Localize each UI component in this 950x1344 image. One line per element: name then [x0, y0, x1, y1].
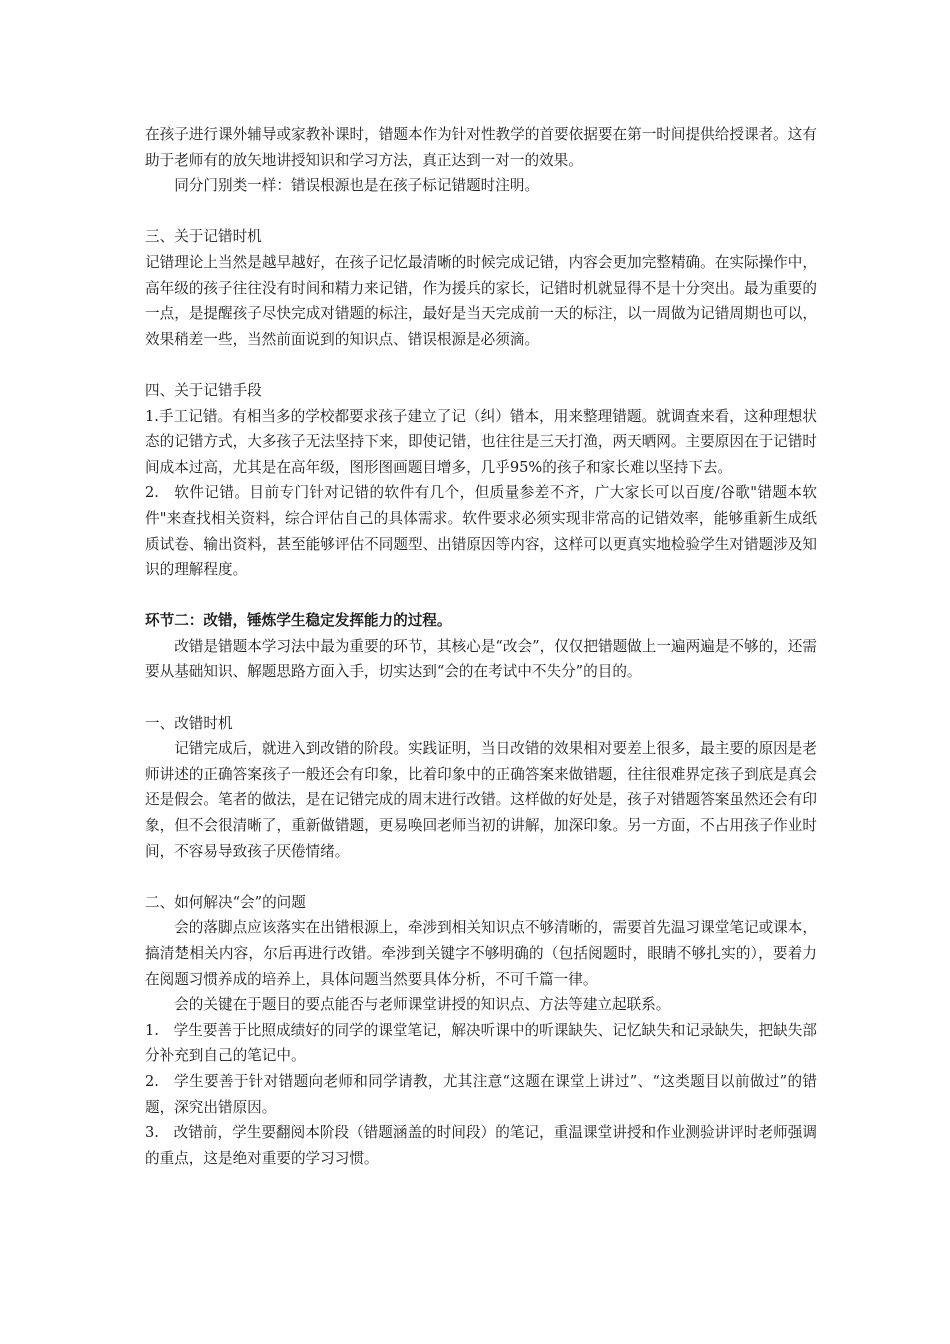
paragraph: 2. 软件记错。目前专门针对记错的软件有几个，但质量参差不齐，广大家长可以百度/谷歌"错题本软件"来查找相关资料，综合评估自己的具体需求。软件要求必须实现非常高的记错效率，能够重新生成纸质试卷、输出资料，甚至能够评估不同题型、出错原因等内容，这样可以更真实地检验学生对错题涉及知识的理解程度。 — [145, 484, 817, 579]
paragraph: 2. 学生要善于针对错题向老师和同学请教，尤其注意“这题在课堂上讲过”、“这类题目以前做过”的错题，深究出错原因。 — [145, 1072, 817, 1116]
paragraph-spacer — [145, 199, 817, 225]
paragraph: 四、关于记错手段 — [145, 381, 262, 399]
paragraph-spacer — [145, 864, 817, 890]
paragraph: 记错完成后，就进入到改错的阶段。实践证明，当日改错的效果相对要差上很多，最主要的原因是老师讲述的正确答案孩子一般还会有印象，比着印象中的正确答案来做错题，往往很难界定孩子到底是真会还是假会。笔者的做法，是在记错完成的周末进行改错。这样做的好处是，孩子对错题答案虽然还会有印象，但不会很清晰了，重新做错题，更易唤回老师当初的讲解，加深印象。另一方面，不占用孩子作业时间，不容易导致孩子厌倦情绪。 — [145, 740, 817, 860]
paragraph: 三、关于记错时机 — [145, 228, 262, 246]
paragraph: 改错是错题本学习法中最为重要的环节，其核心是“改会”，仅仅把错题做上一遍两遍是不够的，还需要从基础知识、解题思路方面入手，切实达到“会的在考试中不失分”的目的。 — [145, 637, 817, 681]
section-heading: 环节二：改错，锤炼学生稳定发挥能力的过程。 — [145, 612, 452, 630]
paragraph: 一、改错时机 — [145, 714, 233, 732]
paragraph: 同分门别类一样：错误根源也是在孩子标记错题时注明。 — [174, 177, 540, 195]
paragraph: 1. 学生要善于比照成绩好的同学的课堂笔记，解决听课中的听课缺失、记忆缺失和记录缺失，把缺失部分补充到自己的笔记中。 — [145, 1021, 817, 1065]
document-body — [145, 122, 817, 1171]
paragraph: 会的落脚点应该落实在出错根源上，牵涉到相关知识点不够清晰的，需要首先温习课堂笔记或课本，搞清楚相关内容，尔后再进行改错。牵涉到关键字不够明确的（包括阅题时，眼睛不够扎实的），要着力在阅题习惯养成的培养上，具体问题当然要具体分析，不可千篇一律。 — [145, 919, 817, 988]
paragraph: 在孩子进行课外辅导或家教补课时，错题本作为针对性教学的首要依据要在第一时间提供给授课者。这有助于老师有的放矢地讲授知识和学习方法，真正达到一对一的效果。 — [145, 126, 817, 169]
paragraph-spacer — [145, 352, 817, 378]
paragraph-spacer — [145, 685, 817, 711]
paragraph: 会的关键在于题目的要点能否与老师课堂讲授的知识点、方法等建立起联系。 — [174, 996, 671, 1014]
paragraph: 1.手工记错。有相当多的学校都要求孩子建立了记（纠）错本，用来整理错题。就调查来看，这种理想状态的记错方式，大多孩子无法坚持下来，即使记错，也往往是三天打渔，两天晒网。主要原因在于记错时间成本过高，尤其是在高年级，图形图画题目增多，几乎95%的孩子和家长难以坚持下去。 — [145, 407, 817, 476]
paragraph: 二、如何解决“会”的问题 — [145, 893, 306, 911]
paragraph: 3. 改错前，学生要翻阅本阶段（错题涵盖的时间段）的笔记，重温课堂讲授和作业测验讲评时老师强调的重点，这是绝对重要的学习习惯。 — [145, 1124, 817, 1167]
paragraph: 记错理论上当然是越早越好，在孩子记忆最清晰的时候完成记错，内容会更加完整精确。在实际操作中，高年级的孩子往往没有时间和精力来记错，作为援兵的家长，记错时机就显得不是十分突出。最为重要的一点，是提醒孩子尽快完成对错题的标注，最好是当天完成前一天的标注，以一周做为记错周期也可以，效果稍差一些，当然前面说到的知识点、错误根源是必须滴。 — [145, 253, 817, 348]
paragraph-spacer — [145, 583, 817, 609]
